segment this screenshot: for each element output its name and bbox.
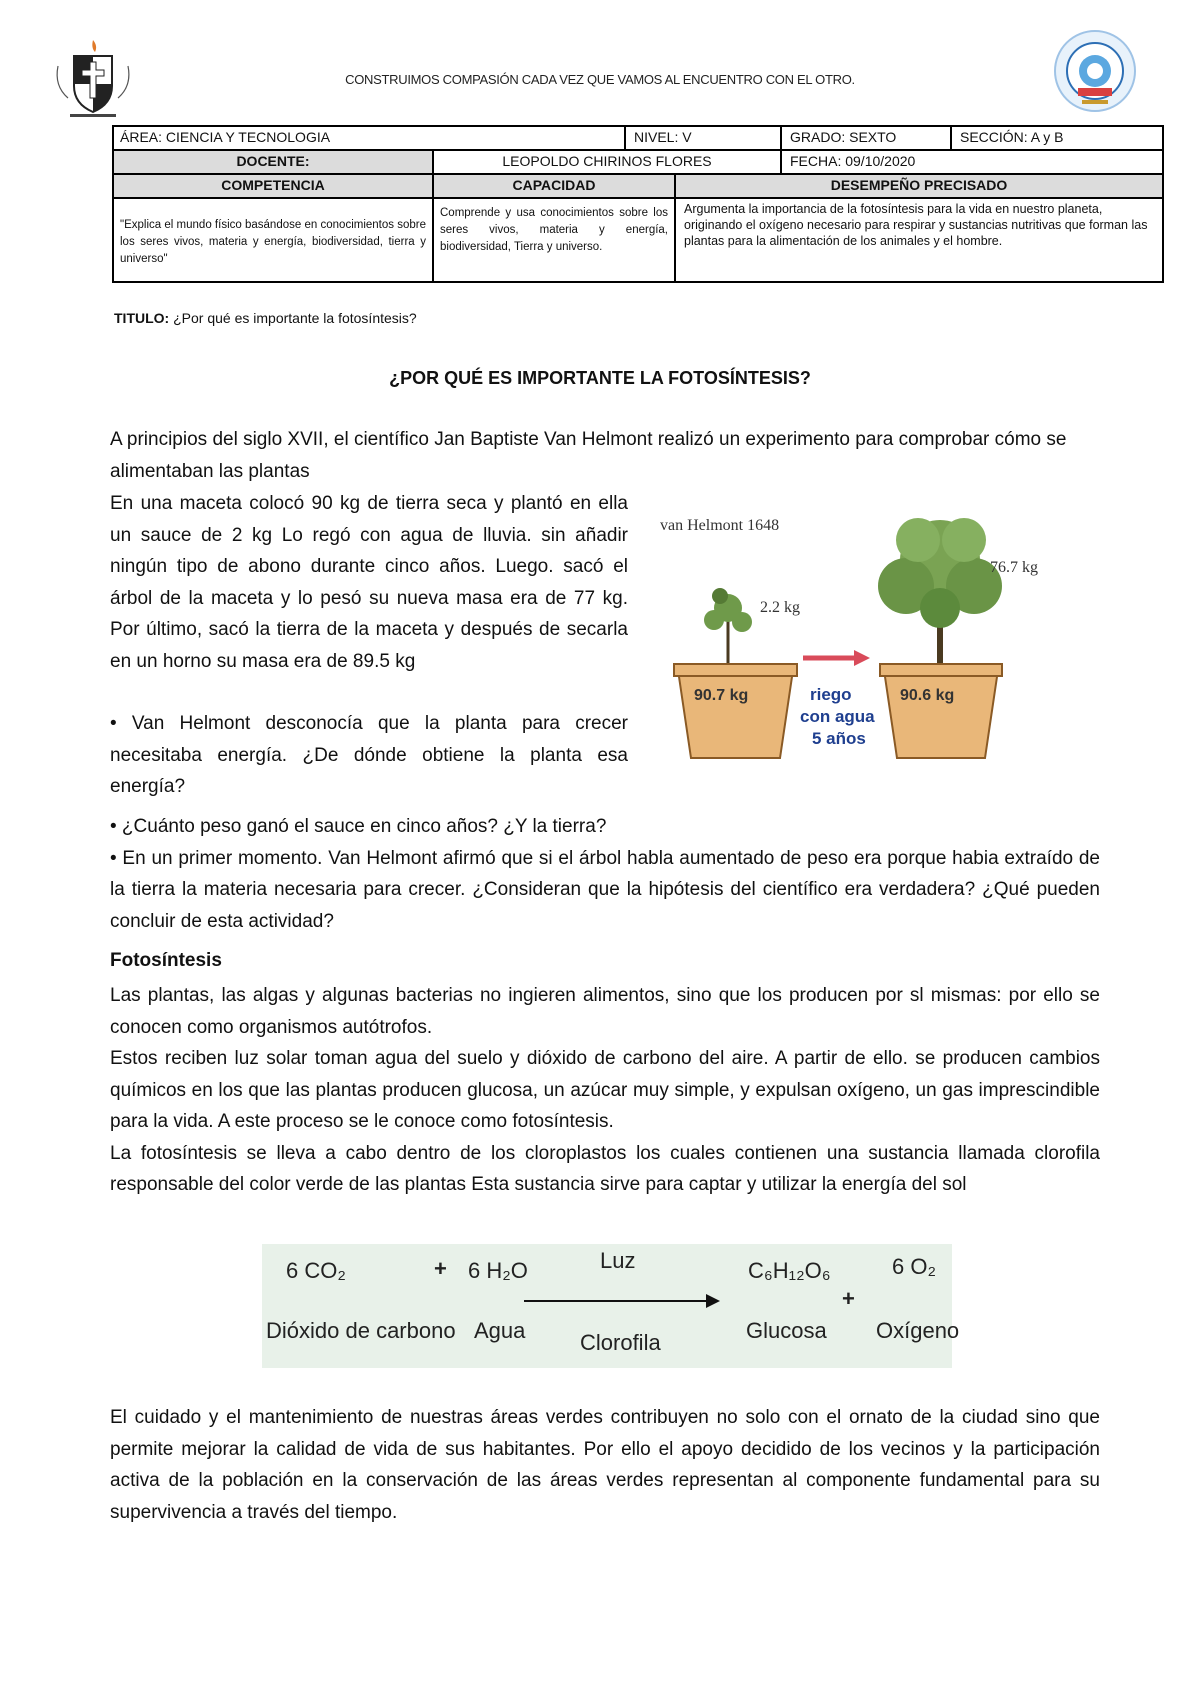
h2o-formula: 6 H₂O: [468, 1258, 528, 1283]
docente-label-cell: [112, 149, 434, 175]
desempeno-header: [674, 173, 1164, 199]
nivel-cell: [624, 125, 782, 151]
question-weight-gain: • ¿Cuánto peso ganó el sauce en cinco años? ¿Y la tierra?: [110, 816, 607, 837]
cloroplastos-paragraph: La fotosíntesis se lleva a cabo dentro de los cloroplastos los cuales contienen una sustancia llamada clorofila responsable del color verde de las plantas Esta sustancia sirve para captar y utilizar la energía del sol: [110, 1142, 1100, 1195]
small-plant: [704, 588, 752, 670]
info-grid: [112, 125, 1164, 305]
h2o-name: Agua: [474, 1318, 526, 1343]
competencia-text: "Explica el mundo físico basándose en conocimientos sobre los seres vivos, materia y energía, biodiversidad, tierra y universo": [120, 219, 426, 265]
experiment-paragraph: En una maceta colocó 90 kg de tierra seca y plantó en ella un sauce de 2 kg Lo regó con agua de lluvia. sin añadir ningún tipo de abono durante cinco años. Luego. sacó el árbol de la maceta y lo pesó su nueva masa era de 77 kg. Por último, sacó la tierra de la maceta y después de secarla en un horno su masa era de 89.5 kg: [110, 493, 628, 672]
fecha-text: FECHA: 09/10/2020: [790, 153, 916, 169]
competencia-header-text: COMPETENCIA: [221, 177, 325, 193]
pot-right: [884, 670, 998, 758]
capacidad-header: [432, 173, 676, 199]
big-tree: [878, 518, 1002, 670]
light-label: Luz: [600, 1248, 636, 1273]
co2-name: Dióxido de carbono: [266, 1318, 456, 1343]
capacidad-cell: [432, 197, 676, 283]
energy-question: • Van Helmont desconocía que la planta para crecer necesitaba energía. ¿De dónde obtiene la planta esa energía?: [110, 713, 628, 797]
school-crest-logo: [44, 36, 142, 120]
arrow-label-3: 5 años: [812, 729, 866, 748]
seccion-text: SECCIÓN: A y B: [960, 129, 1064, 145]
reaction-arrow-head: [706, 1294, 720, 1308]
glucose-name: Glucosa: [746, 1318, 827, 1343]
autotrofos-paragraph: Las plantas, las algas y algunas bacterias no ingieren alimentos, sino que los producen por sl mismas: por ello se conocen como organismos autótrofos.: [110, 985, 1100, 1038]
fecha-cell: [780, 149, 1164, 175]
competencia-header: [112, 173, 434, 199]
desempeno-text: Argumenta la importancia de la fotosíntesis para la vida en nuestro planeta, originando el oxígeno necesario para respirar y sustancias nutritivas que forman las plantas para la alimentación de los animales y el hombre.: [684, 202, 1148, 248]
capacidad-text: Comprende y usa conocimientos sobre los seres vivos, materia y energía, biodiversidad, Tierra y universo.: [440, 207, 668, 253]
pot-left-soil-mass: 90.7 kg: [694, 687, 749, 704]
activity-questions: [110, 811, 1100, 937]
titulo-text: ¿Por qué es importante la fotosíntesis?: [169, 310, 417, 326]
grado-cell: [780, 125, 952, 151]
desempeno-cell: [674, 197, 1164, 283]
o2-name: Oxígeno: [876, 1318, 960, 1343]
nivel-text: NIVEL: V: [634, 129, 692, 145]
arrow-label-2: con agua: [800, 707, 875, 726]
docente-name: LEOPOLDO CHIRINOS FLORES: [502, 153, 712, 169]
van-helmont-experiment-figure: [648, 500, 1088, 770]
pot-left: [678, 670, 793, 758]
seccion-cell: [950, 125, 1164, 151]
docente-label: DOCENTE:: [236, 153, 310, 169]
area-cell: [112, 125, 626, 151]
header-motto: CONSTRUIMOS COMPASIÓN CADA VEZ QUE VAMOS AL ENCUENTRO CON EL OTRO.: [345, 72, 855, 87]
pot-right-soil-mass: 90.6 kg: [900, 687, 955, 704]
intro-paragraph: A principios del siglo XVII, el científico Jan Baptiste Van Helmont realizó un experimento para comprobar cómo se alimentaban las plantas: [110, 429, 1067, 482]
competencia-cell: [112, 197, 434, 283]
reaction-arrow: [524, 1300, 710, 1302]
grado-text: GRADO: SEXTO: [790, 129, 897, 145]
plus-sign-1: +: [434, 1256, 447, 1281]
titulo-label: TITULO:: [114, 310, 170, 326]
catalyst-label: Clorofila: [580, 1330, 661, 1355]
fotosintesis-heading: Fotosíntesis: [110, 950, 222, 971]
question-hypothesis: • En un primer momento. Van Helmont afirmó que si el árbol habla aumentado de peso era porque habia extraído de la tierra la materia necesaria para crecer. ¿Consideran que la hipótesis del científico era verdadera? ¿Qué pueden concluir de esta actividad?: [110, 847, 1100, 932]
fotosintesis-body: [110, 980, 1100, 1201]
institution-seal-logo: [1052, 28, 1138, 114]
photosynthesis-equation: [262, 1244, 960, 1368]
o2-formula: 6 O₂: [892, 1254, 936, 1279]
figure-caption: van Helmont 1648: [660, 517, 780, 534]
docente-name-cell: [432, 149, 782, 175]
glucose-formula: C₆H₁₂O₆: [748, 1258, 831, 1283]
big-tree-mass: 76.7 kg: [990, 559, 1038, 576]
co2-formula: 6 CO₂: [286, 1258, 346, 1283]
process-paragraph: Estos reciben luz solar toman agua del suelo y dióxido de carbono del aire. A partir de ello. se producen cambios químicos en los que las plantas producen glucosa, un azúcar muy simple, y expulsan oxígeno, un gas imprescindible para la vida. A este proceso se le conoce como fotosíntesis.: [110, 1048, 1100, 1132]
main-title: ¿POR QUÉ ES IMPORTANTE LA FOTOSÍNTESIS?: [389, 368, 811, 388]
experiment-description: [110, 488, 628, 803]
desempeno-header-text: DESEMPEÑO PRECISADO: [830, 177, 1008, 193]
plus-sign-2: +: [842, 1286, 855, 1311]
capacidad-header-text: CAPACIDAD: [512, 177, 596, 193]
small-plant-mass: 2.2 kg: [760, 599, 800, 616]
growth-arrow-head: [854, 650, 870, 666]
area-text: ÁREA: CIENCIA Y TECNOLOGIA: [120, 129, 331, 145]
arrow-label-1: riego: [810, 685, 852, 704]
closing-paragraph: El cuidado y el mantenimiento de nuestras áreas verdes contribuyen no solo con el ornato de la ciudad sino que permite mejorar la calidad de vida de sus habitantes. Por ello el apoyo decidido de los vecinos y la participación activa de la población en la conservación de las áreas verdes representan al componente fundamental para su supervivencia a través del tiempo.: [110, 1407, 1100, 1523]
titulo-line: [114, 310, 417, 326]
